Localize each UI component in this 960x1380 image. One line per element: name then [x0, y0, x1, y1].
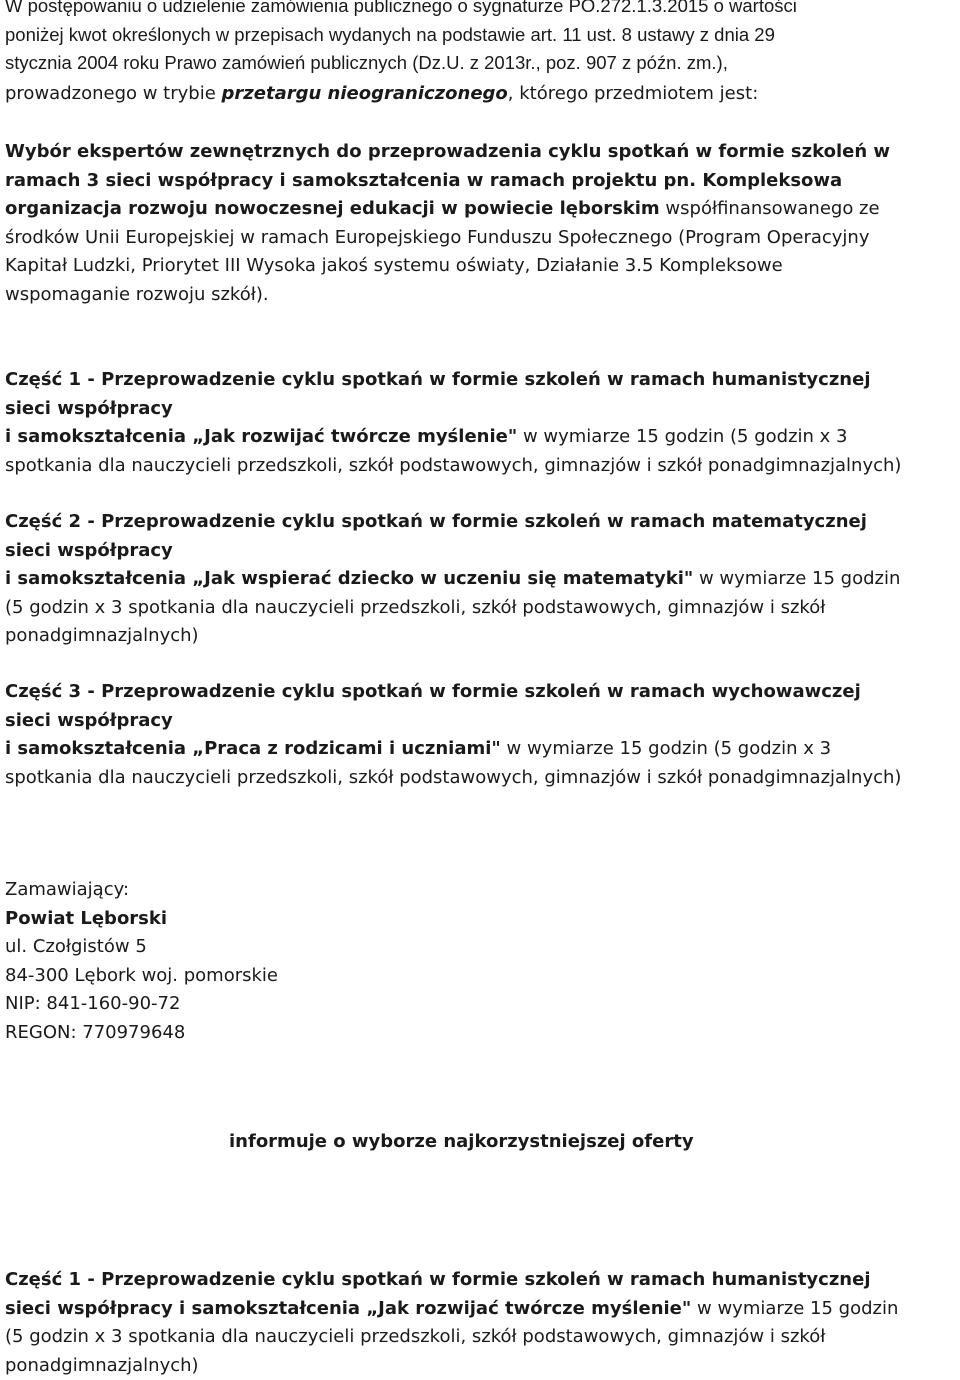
subject-paragraph — [5, 138, 960, 309]
intro-paragraph — [5, 0, 797, 78]
part-title: Część 1 - Przeprowadzenie cyklu spotkań w formie szkoleń w ramach humanistycznej — [5, 1266, 960, 1295]
part-text: spotkania dla nauczycieli przedszkoli, szkół podstawowych, gimnazjów i szkół ponadgimnazjalnych) — [5, 764, 960, 793]
part-title: i samokształcenia „Praca z rodzicami i uczniami" — [5, 738, 501, 759]
part-text: w wymiarze 15 godzin (5 godzin x 3 — [517, 426, 847, 447]
subject-line: organizacja rozwoju nowoczesnej edukacji w powiecie lęborskim — [5, 198, 660, 219]
part-title: i samokształcenia „Jak rozwijać twórcze myślenie" — [5, 426, 517, 447]
part-text: (5 godzin x 3 spotkania dla nauczycieli przedszkoli, szkół podstawowych, gimnazjów i szkół — [5, 594, 960, 623]
subject-line: środków Unii Europejskiej w ramach Europejskiego Funduszu Społecznego (Program Operacyjny — [5, 224, 960, 253]
intro-line: stycznia 2004 roku Prawo zamówień publicznych (Dz.U. z 2013r., poz. 907 z późn. zm.), — [5, 49, 797, 78]
part-title: Część 1 - Przeprowadzenie cyklu spotkań w formie szkoleń w ramach humanistycznej — [5, 366, 960, 395]
tender-mode: przetargu nieograniczonego — [222, 83, 508, 104]
subject-line: Wybór ekspertów zewnętrznych do przeprowadzenia cyklu spotkań w formie szkoleń w — [5, 138, 960, 167]
contracting-street: ul. Czołgistów 5 — [5, 933, 960, 962]
intro-text: , którego przedmiotem jest: — [508, 83, 758, 104]
part-text: ponadgimnazjalnych) — [5, 622, 960, 651]
subject-line: ramach 3 sieci współpracy i samokształcenia w ramach projektu pn. Kompleksowa — [5, 167, 960, 196]
intro-trybie-line — [5, 80, 960, 109]
part-text: w wymiarze 15 godzin — [691, 1298, 898, 1319]
part-text: (5 godzin x 3 spotkania dla nauczycieli przedszkoli, szkół podstawowych, gimnazjów i szkół — [5, 1323, 960, 1352]
subject-line: współfinansowanego ze — [660, 198, 880, 219]
part-text: w wymiarze 15 godzin (5 godzin x 3 — [501, 738, 831, 759]
part-title: Część 2 - Przeprowadzenie cyklu spotkań w formie szkoleń w ramach matematycznej — [5, 508, 960, 537]
part-title: sieci współpracy i samokształcenia „Jak rozwijać twórcze myślenie" — [5, 1298, 691, 1319]
part-title: sieci współpracy — [5, 395, 960, 424]
contracting-authority — [5, 876, 960, 1047]
contracting-label: Zamawiający: — [5, 876, 960, 905]
intro-line: W postępowaniu o udzielenie zamówienia publicznego o sygnaturze PO.272.1.3.2015 o wartości — [5, 0, 797, 21]
part-2-description — [5, 508, 960, 651]
intro-line: poniżej kwot określonych w przepisach wydanych na podstawie art. 11 ust. 8 ustawy z dnia 29 — [5, 21, 797, 50]
part-text: spotkania dla nauczycieli przedszkoli, szkół podstawowych, gimnazjów i szkół ponadgimnazjalnych) — [5, 452, 960, 481]
contracting-name: Powiat Lęborski — [5, 905, 960, 934]
part-1-description — [5, 366, 960, 480]
contracting-city: 84-300 Lębork woj. pomorskie — [5, 962, 960, 991]
decision-heading — [0, 1128, 960, 1157]
page-heading: informuje o wyborze najkorzystniejszej oferty — [0, 1128, 960, 1157]
part-title: sieci współpracy — [5, 707, 960, 736]
part-3-description — [5, 678, 960, 792]
intro-text: prowadzonego w trybie — [5, 83, 222, 104]
contracting-regon: REGON: 770979648 — [5, 1019, 960, 1048]
part-title: sieci współpracy — [5, 537, 960, 566]
part-text: ponadgimnazjalnych) — [5, 1352, 960, 1380]
part-title: Część 3 - Przeprowadzenie cyklu spotkań w formie szkoleń w ramach wychowawczej — [5, 678, 960, 707]
result-part-1 — [5, 1266, 960, 1380]
contracting-nip: NIP: 841-160-90-72 — [5, 990, 960, 1019]
subject-line: wspomaganie rozwoju szkół). — [5, 281, 960, 310]
part-text: w wymiarze 15 godzin — [693, 568, 900, 589]
part-title: i samokształcenia „Jak wspierać dziecko w uczeniu się matematyki" — [5, 568, 693, 589]
subject-line: Kapitał Ludzki, Priorytet III Wysoka jakoś systemu oświaty, Działanie 3.5 Kompleksowe — [5, 252, 960, 281]
